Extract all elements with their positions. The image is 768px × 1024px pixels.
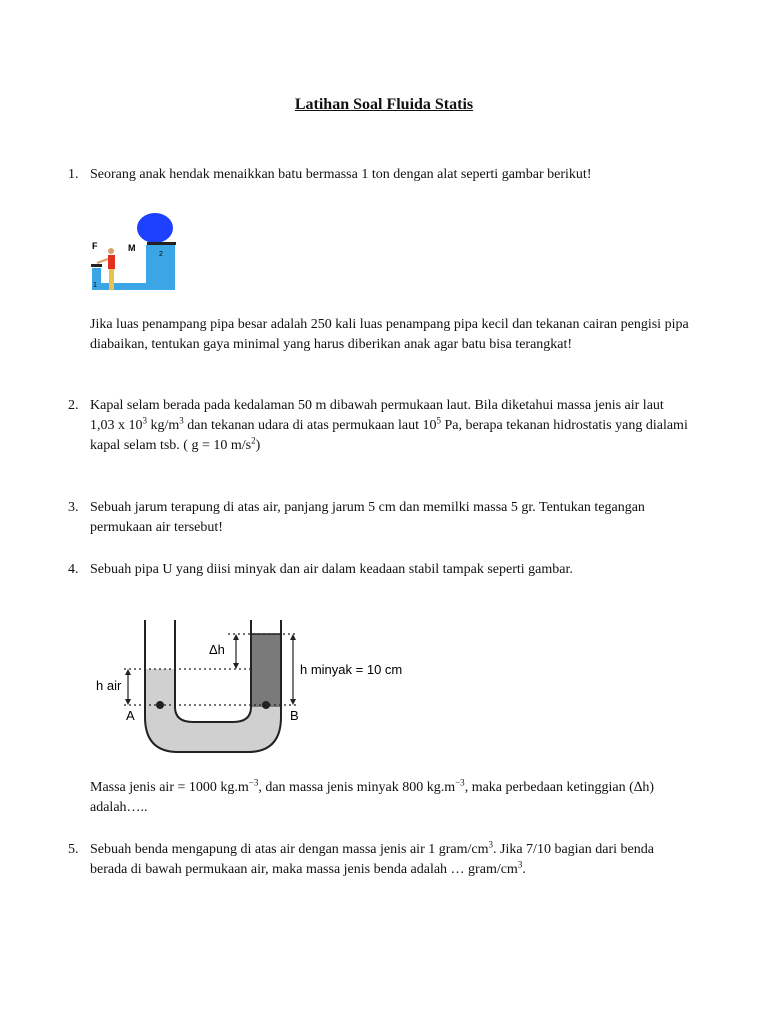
question-text: Sebuah jarum terapung di atas air, panjang jarum 5 cm dan memilki massa 5 gr. Tentukan tegangan permukaan air tersebut! [90, 500, 645, 535]
large-piston [147, 242, 176, 245]
question-number: 1. [68, 167, 79, 182]
page-title: Latihan Soal Fluida Statis [294, 96, 474, 113]
question-number: 5. [68, 842, 79, 857]
question-text: Sebuah benda mengapung di atas air dengan massa jenis air 1 gram/$cm^3$. Jika 7/10 bagian dari benda berada di bawah permukaan air, maka massa jenis benda adalah … gram/$cm^3$. [90, 839, 654, 877]
question-text: Sebuah pipa U yang diisi minyak dan air dalam keadaan stabil tampak seperti gambar. [90, 562, 573, 577]
question-5 [68, 840, 688, 880]
child-head [108, 248, 114, 254]
child-legs [109, 269, 114, 290]
question-1-followup: Jika luas penampang pipa besar adalah 250 kali luas penampang pipa kecil dan tekanan cairan pengisi pipa diabaikan, tentukan gaya minimal yang harus diberikan anak agar batu bisa terangkat! [90, 317, 689, 352]
point-a [156, 701, 164, 709]
label-f: F [92, 241, 98, 251]
hydraulic-lift-figure [88, 208, 184, 294]
child-body [108, 255, 115, 269]
question-number: 2. [68, 398, 79, 413]
label-h-minyak: h minyak = 10 cm [300, 662, 403, 677]
question-3 [68, 498, 688, 538]
label-2: 2 [159, 251, 163, 258]
point-b [262, 701, 270, 709]
oil-column [251, 634, 281, 707]
label-h-air: h air [96, 678, 122, 693]
question-2 [68, 396, 688, 456]
label-1: 1 [93, 282, 97, 289]
label-a: A [126, 708, 135, 723]
label-m: M [128, 243, 136, 253]
question-text: Kapal selam berada pada kedalaman 50 m dibawah permukaan laut. Bila diketahui massa jenis air laut 1,03 x $10^3$ $kg/m^3$ dan tekanan udara di atas permukaan laut $10^5$ Pa, berapa tekanan hidrostatis yang dialami kapal selam tsb. ( g = 10 $m/s^2$) [90, 398, 688, 453]
question-1 [68, 165, 688, 185]
question-4-followup: Massa jenis air = 1000 $kg.m^{-3}$, dan massa jenis minyak 800 $kg.m^{-3}$, maka perbedaan ketinggian (∆h) adalah….. [90, 777, 655, 815]
u-tube-figure [88, 612, 428, 762]
child-arm [97, 259, 108, 263]
boulder [137, 213, 173, 243]
label-b: B [290, 708, 299, 723]
question-text: Seorang anak hendak menaikkan batu bermassa 1 ton dengan alat seperti gambar berikut! [90, 167, 592, 182]
tube-inner-wall [175, 620, 251, 722]
question-number: 4. [68, 562, 79, 577]
label-delta-h: Δh [209, 642, 225, 657]
small-piston [91, 264, 102, 267]
question-4 [68, 560, 688, 580]
question-number: 3. [68, 500, 79, 515]
